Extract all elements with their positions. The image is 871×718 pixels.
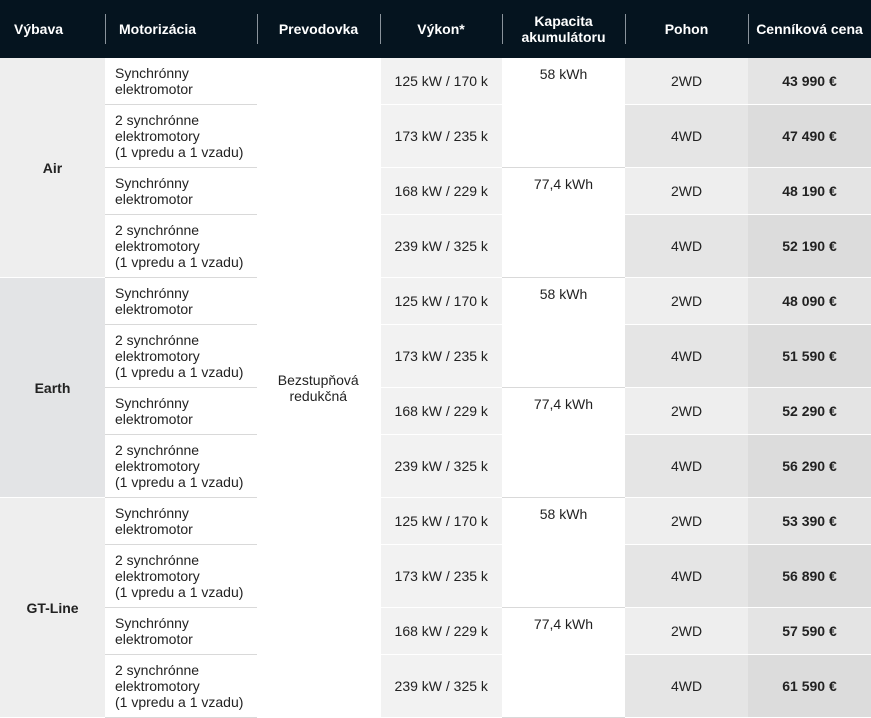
header-power: Výkon* (380, 0, 502, 58)
battery-cell: 77,4 kWh (502, 388, 625, 498)
price-cell: 43 990 € (748, 58, 871, 105)
power-cell: 173 kW / 235 k (380, 105, 502, 168)
drive-cell: 2WD (625, 58, 748, 105)
header-battery: Kapacita akumulátoru (502, 0, 625, 58)
motor-cell: 2 synchrónne elektromotory (1 vpredu a 1 vzadu) (105, 545, 257, 608)
drive-cell: 4WD (625, 435, 748, 498)
motor-cell: 2 synchrónne elektromotory (1 vpredu a 1 vzadu) (105, 655, 257, 718)
header-trim: Výbava (0, 0, 105, 58)
motor-cell: 2 synchrónne elektromotory (1 vpredu a 1 vzadu) (105, 105, 257, 168)
power-cell: 125 kW / 170 k (380, 498, 502, 545)
motor-cell: Synchrónny elektromotor (105, 388, 257, 435)
battery-cell: 58 kWh (502, 278, 625, 388)
table-row (0, 278, 871, 325)
header-row (0, 0, 871, 58)
motor-cell: Synchrónny elektromotor (105, 278, 257, 325)
power-cell: 168 kW / 229 k (380, 388, 502, 435)
price-cell: 56 890 € (748, 545, 871, 608)
power-cell: 239 kW / 325 k (380, 215, 502, 278)
motor-cell: Synchrónny elektromotor (105, 58, 257, 105)
table-row (0, 608, 871, 655)
drive-cell: 2WD (625, 388, 748, 435)
price-cell: 52 190 € (748, 215, 871, 278)
power-cell: 239 kW / 325 k (380, 435, 502, 498)
drive-cell: 4WD (625, 105, 748, 168)
table-row (0, 215, 871, 278)
battery-cell: 58 kWh (502, 498, 625, 608)
drive-cell: 2WD (625, 498, 748, 545)
trim-name: Earth (0, 278, 105, 498)
power-cell: 173 kW / 235 k (380, 325, 502, 388)
table-row (0, 105, 871, 168)
header-motor: Motorizácia (105, 0, 257, 58)
price-cell: 57 590 € (748, 608, 871, 655)
drive-cell: 4WD (625, 545, 748, 608)
drive-cell: 2WD (625, 168, 748, 215)
drive-cell: 2WD (625, 278, 748, 325)
price-cell: 61 590 € (748, 655, 871, 718)
power-cell: 168 kW / 229 k (380, 168, 502, 215)
price-cell: 52 290 € (748, 388, 871, 435)
motor-cell: 2 synchrónne elektromotory (1 vpredu a 1 vzadu) (105, 435, 257, 498)
motor-cell: Synchrónny elektromotor (105, 608, 257, 655)
table-row (0, 168, 871, 215)
drive-cell: 4WD (625, 215, 748, 278)
price-cell: 56 290 € (748, 435, 871, 498)
drive-cell: 4WD (625, 325, 748, 388)
motor-cell: Synchrónny elektromotor (105, 168, 257, 215)
power-cell: 239 kW / 325 k (380, 655, 502, 718)
table-row (0, 498, 871, 545)
table-row (0, 655, 871, 718)
motor-cell: Synchrónny elektromotor (105, 498, 257, 545)
motor-cell: 2 synchrónne elektromotory (1 vpredu a 1 vzadu) (105, 325, 257, 388)
header-gearbox: Prevodovka (257, 0, 380, 58)
power-cell: 125 kW / 170 k (380, 58, 502, 105)
price-cell: 48 090 € (748, 278, 871, 325)
battery-cell: 77,4 kWh (502, 168, 625, 278)
header-price: Cenníková cena (748, 0, 871, 58)
trim-name: Air (0, 58, 105, 278)
power-cell: 168 kW / 229 k (380, 608, 502, 655)
header-drive: Pohon (625, 0, 748, 58)
table-row (0, 325, 871, 388)
battery-cell: 77,4 kWh (502, 608, 625, 718)
battery-cell: 58 kWh (502, 58, 625, 168)
drive-cell: 2WD (625, 608, 748, 655)
price-cell: 51 590 € (748, 325, 871, 388)
motor-cell: 2 synchrónne elektromotory (1 vpredu a 1 vzadu) (105, 215, 257, 278)
price-cell: 53 390 € (748, 498, 871, 545)
drive-cell: 4WD (625, 655, 748, 718)
price-cell: 47 490 € (748, 105, 871, 168)
table-row (0, 388, 871, 435)
table-row (0, 545, 871, 608)
power-cell: 173 kW / 235 k (380, 545, 502, 608)
power-cell: 125 kW / 170 k (380, 278, 502, 325)
table-row (0, 58, 871, 105)
table-row (0, 435, 871, 498)
trim-name: GT-Line (0, 498, 105, 718)
price-cell: 48 190 € (748, 168, 871, 215)
gearbox-cell: Bezstupňová redukčná (257, 58, 380, 718)
